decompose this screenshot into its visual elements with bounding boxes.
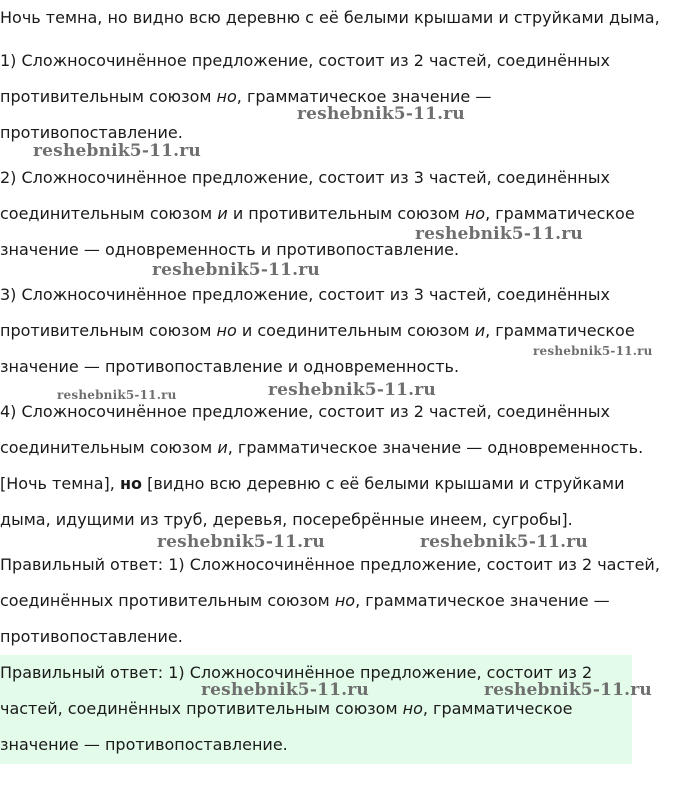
watermark: reshebnik5-11.ru: [484, 680, 652, 700]
answer-line-2: соединённых противительным союзом но, грамматическое значение —: [0, 591, 610, 610]
watermark: reshebnik5-11.ru: [33, 141, 201, 161]
option-1-line-3: противопоставление.: [0, 123, 183, 142]
highlighted-answer-line-3: значение — противопоставление.: [0, 735, 288, 754]
watermark: reshebnik5-11.ru: [268, 380, 436, 400]
sentence-text: Ночь темна, но видно всю деревню с её белыми крышами и струйками дыма,: [0, 8, 660, 27]
option-3-line-3: значение — противопоставление и одновременность.: [0, 357, 460, 376]
answer-line-1: Правильный ответ: 1) Сложносочинённое предложение, состоит из 2 частей,: [0, 555, 660, 574]
option-4-line-2: соединительным союзом и, грамматическое значение — одновременность.: [0, 438, 644, 457]
option-2-line-1: 2) Сложносочинённое предложение, состоит из 3 частей, соединённых: [0, 168, 610, 187]
watermark: reshebnik5-11.ru: [201, 680, 369, 700]
watermark: reshebnik5-11.ru: [297, 104, 465, 124]
highlighted-answer-line-1: Правильный ответ: 1) Сложносочинённое предложение, состоит из 2: [0, 663, 593, 682]
scheme-line-1: [Ночь темна], но [видно всю деревню с её белыми крышами и струйками: [0, 474, 625, 493]
option-3-line-2: противительным союзом но и соединительным союзом и, грамматическое: [0, 321, 635, 340]
watermark: reshebnik5-11.ru: [157, 532, 325, 552]
option-2-line-2: соединительным союзом и и противительным союзом но, грамматическое: [0, 204, 635, 223]
watermark: reshebnik5-11.ru: [420, 532, 588, 552]
option-1-line-2: противительным союзом но, грамматическое значение —: [0, 87, 492, 106]
answer-line-3: противопоставление.: [0, 627, 183, 646]
option-3-line-1: 3) Сложносочинённое предложение, состоит из 3 частей, соединённых: [0, 285, 610, 304]
option-4-line-1: 4) Сложносочинённое предложение, состоит из 2 частей, соединённых: [0, 402, 610, 421]
option-2-line-3: значение — одновременность и противопоставление.: [0, 240, 460, 259]
scheme-line-2: дыма, идущими из труб, деревья, посеребрённые инеем, сугробы].: [0, 510, 573, 529]
watermark: reshebnik5-11.ru: [533, 344, 653, 358]
watermark: reshebnik5-11.ru: [415, 224, 583, 244]
option-1-line-1: 1) Сложносочинённое предложение, состоит из 2 частей, соединённых: [0, 51, 610, 70]
watermark: reshebnik5-11.ru: [57, 388, 177, 402]
watermark: reshebnik5-11.ru: [152, 260, 320, 280]
highlighted-answer-line-2: частей, соединённых противительным союзом но, грамматическое: [0, 699, 573, 718]
